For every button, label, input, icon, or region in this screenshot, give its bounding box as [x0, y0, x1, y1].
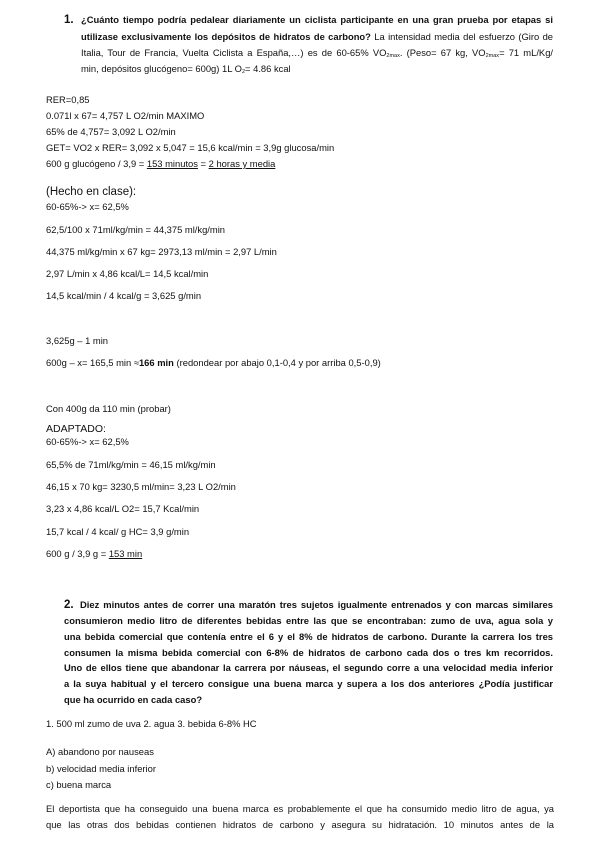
q2-line2: consumieron medio litro de diferentes bebidas entre las que se encontraban: zumo de uva, agua sola y: [64, 615, 553, 626]
q1-line3-c: = 71 mL/Kg/: [499, 47, 554, 58]
clase-line1: 60-65%-> x= 62,5%: [46, 201, 129, 212]
calc1-line5: [46, 158, 275, 170]
q1-line3-b: . (Peso= 67 kg, VO: [399, 47, 486, 58]
calc1-l5-mid: =: [197, 158, 209, 169]
calc1-l5-hours: 2 horas y media: [208, 158, 276, 169]
q2-line7: que ha ocurrido en cada caso?: [64, 694, 203, 705]
q2-option-a: A) abandono por nauseas: [46, 746, 154, 757]
q1-text-line1: ¿Cuánto tiempo podría pedalear diariamente un ciclista participante en una gran prueba por etapas si: [81, 14, 553, 25]
q1-sub-c: 2: [241, 69, 246, 75]
q2-line5: Uno de ellos tiene que abandonar la carrera por náuseas, el segundo corre a una velocidad media inferior: [64, 662, 553, 673]
q1-bold-part: utilizase exclusivamente los depósitos de hidratos de carbono?: [81, 31, 371, 42]
clase-l7-result: 166 min: [138, 357, 174, 368]
calc1-l5-pre: 600 g glucógeno / 3,9 =: [46, 158, 147, 169]
q1-text-line3: [81, 47, 553, 62]
adaptado-line6: [46, 548, 142, 560]
adaptado-line3: 46,15 x 70 kg= 3230,5 ml/min= 3,23 L O2/min: [46, 481, 236, 492]
q1-number: 1.: [64, 14, 74, 26]
calc1-line4: GET= VO2 x RER= 3,092 x 5,047 = 15,6 kcal/min = 3,9g glucosa/min: [46, 142, 335, 153]
q1-sub-a: 2max: [386, 53, 400, 59]
q2-answer-line1: El deportista que ha conseguido una buena marca es probablemente el que ha consumido medio litro de agua, ya: [46, 803, 554, 814]
q1-text-line2: [81, 31, 553, 43]
adaptado-line4: 3,23 x 4,86 kcal/L O2= 15,7 Kcal/min: [46, 503, 200, 514]
adaptado-line5: 15,7 kcal / 4 kcal/ g HC= 3,9 g/min: [46, 526, 190, 537]
adaptado-l6-result: 153 min: [108, 548, 143, 559]
calc1-line2: 0.071l x 67= 4,757 L O2/min MAXIMO: [46, 110, 205, 121]
clase-line4: 2,97 L/min x 4,86 kcal/L= 14,5 kcal/min: [46, 268, 209, 279]
q2-line4: consumen la misma bebida comercial con 6-8% de hidratos de carbono cada dos o tres km recorridos.: [64, 647, 553, 658]
adaptado-title: ADAPTADO:: [46, 423, 106, 435]
q1-sub-b: 2max: [485, 53, 500, 59]
q1-text-line4: [81, 63, 291, 78]
q2-option-c: c) buena marca: [46, 779, 112, 790]
clase-line7: [46, 357, 381, 369]
clase-line8: Con 400g da 110 min (probar): [46, 403, 171, 414]
q2-line1: Diez minutos antes de correr una maratón tres sujetos igualmente entrenados y con marcas similares: [80, 599, 553, 610]
q1-rest-part: La intensidad media del esfuerzo (Giro de: [370, 31, 553, 42]
adaptado-line1: 60-65%-> x= 62,5%: [46, 436, 129, 447]
q2-number: 2.: [64, 599, 74, 611]
q1-line3-a: Italia, Tour de Francia, Vuelta Ciclista a España,…) es de 60-65% VO: [81, 47, 387, 58]
clase-title: (Hecho en clase):: [46, 186, 137, 198]
q2-option-b: b) velocidad media inferior: [46, 763, 156, 774]
q2-drinks: 1. 500 ml zumo de uva 2. agua 3. bebida 6-8% HC: [46, 718, 257, 729]
q2-line3: una bebida comercial que contenía entre el 6 y el 8% de hidratos de carbono. Durante la carrera los tres: [64, 631, 553, 642]
clase-line5: 14,5 kcal/min / 4 kcal/g = 3,625 g/min: [46, 290, 202, 301]
clase-l7-pre: 600g – x= 165,5 min ≈: [46, 357, 139, 368]
adaptado-line2: 65,5% de 71ml/kg/min = 46,15 ml/kg/min: [46, 459, 216, 470]
q1-line4-b: = 4.86 kcal: [245, 63, 291, 74]
clase-line3: 44,375 ml/kg/min x 67 kg= 2973,13 ml/min = 2,97 L/min: [46, 246, 277, 257]
clase-l7-post: (redondear por abajo 0,1-0,4 y por arriba 0,5-0,9): [173, 357, 381, 368]
calc1-l5-minutes: 153 minutos: [146, 158, 198, 169]
clase-line2: 62,5/100 x 71ml/kg/min = 44,375 ml/kg/min: [46, 224, 225, 235]
clase-line6: 3,625g – 1 min: [46, 335, 109, 346]
q2-line6: a la suya habitual y el tercero consigue una buena marca y supera a los dos anteriores ¿Podía justificar: [64, 678, 553, 689]
q1-line4-a: min, depósitos glucógeno= 600g) 1L O: [81, 63, 242, 74]
calc1-line3: 65% de 4,757= 3,092 L O2/min: [46, 126, 176, 137]
adaptado-l6-pre: 600 g / 3,9 g =: [46, 548, 109, 559]
calc1-line1: RER=0,85: [46, 94, 90, 105]
q2-answer-line2: que las otras dos bebidas contienen hidratos de carbono y asegura su hidratación. 10 minutos antes de la: [46, 819, 554, 830]
